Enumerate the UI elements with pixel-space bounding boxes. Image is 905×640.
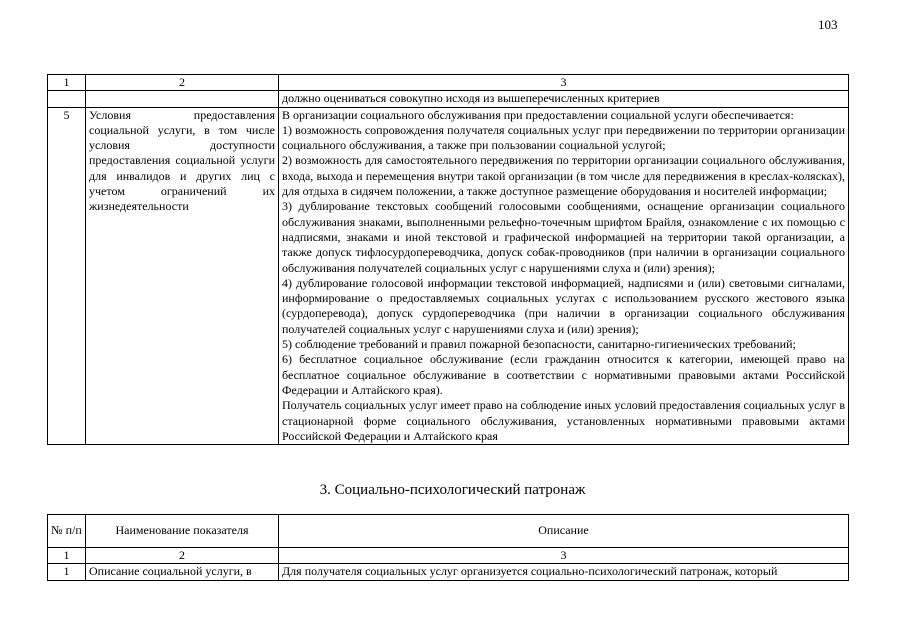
header-indicator-name: Наименование показателя [86,515,279,548]
col-number-3: 3 [279,548,849,564]
description-paragraph: 6) бесплатное социальное обслуживание (если гражданин относится к категории, имеющей право на бесплатное социальное обслуживание в соответствии с нормативными правовыми актами Российской Федерации и Алтайского края). [282,352,845,397]
row-number: 5 [48,107,86,445]
header-number: № п/п [48,515,86,548]
col-number-2: 2 [86,75,279,91]
continuation-text: должно оцениваться совокупно исходя из вышеперечисленных критериев [279,91,849,107]
column-numbers-row [48,75,849,91]
description-paragraph: Получатель социальных услуг имеет право на соблюдение иных условий предоставления социальных услуг в стационарной форме социального обслуживания, установленных нормативными правовыми актами Российской Федерации и Алтайского края [282,398,845,443]
indicator-description: Для получателя социальных услуг организуется социально-психологический патронаж, который [279,564,849,580]
indicator-description [279,107,849,445]
indicator-name: Условия предоставления социальной услуги, в том числе условия доступности предоставления социальной услуги для инвалидов и других лиц с учетом ограничений их жизнедеятельности [86,107,279,445]
header-row [48,515,849,548]
col-number-2: 2 [86,548,279,564]
continuation-cell-1 [48,91,86,107]
description-paragraph: 4) дублирование голосовой информации текстовой информацией, надписями и (или) световыми сигналами, информирование о предоставляемых социальных услугах с использованием русского жестового языка (сурдоперевода), допуск сурдопереводчика (при наличии в организации социального обслуживания получателей социальных услуг с нарушениями слуха и (или) зрения); [282,275,845,336]
row-number: 1 [48,564,86,580]
header-description: Описание [279,515,849,548]
table-row [48,564,849,580]
description-paragraph: В организации социального обслуживания при предоставлении социальной услуги обеспечивается: [282,107,794,122]
col-number-1: 1 [48,548,86,564]
patronage-table [47,514,849,581]
continuation-cell-2 [86,91,279,107]
page-number: 103 [818,17,838,32]
col-number-1: 1 [48,75,86,91]
col-number-3: 3 [279,75,849,91]
description-paragraph: 1) возможность сопровождения получателя социальных услуг при передвижении по территории организации социального обслуживания, а также при пользовании социальной услугой; [282,122,845,153]
description-paragraph: 3) дублирование текстовых сообщений голосовыми сообщениями, оснащение организации социального обслуживания знаками, выполненными рельефно-точечным шрифтом Брайля, ознакомление с их помощью с надписями, знаками и иной текстовой и графической информацией на территории такой организации, а также допуск тифлосурдопереводчика, допуск собак-проводников (при наличии в организации социального обслуживания получателей социальных услуг с нарушениями слуха и (или) зрения); [282,199,845,275]
continuation-row [48,91,849,107]
indicator-name: Описание социальной услуги, в [86,564,279,580]
description-paragraph: 2) возможность для самостоятельного передвижения по территории организации социального обслуживания, входа, выхода и перемещения внутри такой организации (в том числе для передвижения в креслах-колясках), для отдыха в сидячем положении, а также доступное размещение оборудования и носителей информации; [282,153,845,199]
description-paragraph: 5) соблюдение требований и правил пожарной безопасности, санитарно-гигиенических требований; [282,337,796,352]
column-numbers-row [48,548,849,564]
section-title: 3. Социально-психологический патронаж [319,482,586,498]
services-conditions-table [47,74,849,445]
table-row [48,107,849,445]
